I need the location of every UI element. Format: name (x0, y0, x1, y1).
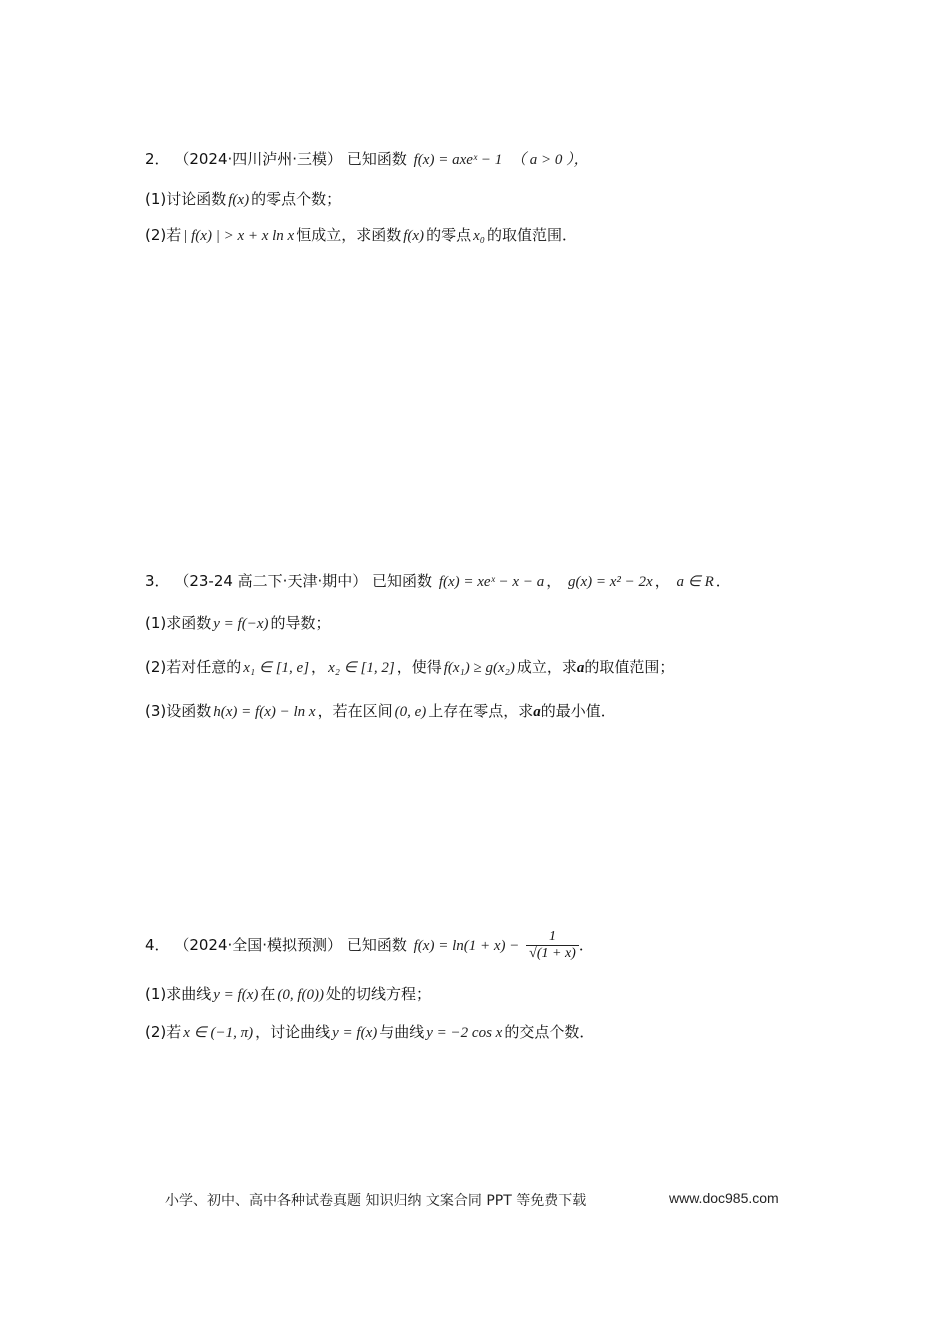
part-math: y = f(x) (213, 987, 259, 1003)
part-math: (0, e) (394, 704, 427, 720)
end-punct: ． (715, 572, 731, 590)
part-text: 恒成立，求函数 (296, 226, 402, 244)
part-text: 若对任意的 (166, 658, 242, 676)
problem-2-part-1 (145, 188, 341, 211)
function-f-definition: f(x) = xeˣ − x − a (438, 574, 545, 590)
part-text: 的最小值． (540, 702, 616, 720)
part-text: 若 (166, 226, 182, 244)
part-math: h(x) = f(x) − ln x (213, 704, 316, 720)
problem-source: （2024·全国·模拟预测） (174, 936, 343, 954)
problem-4-part-2 (145, 1021, 594, 1044)
part-text: ，使得 (396, 658, 442, 676)
part-math: | f(x) | > x + x ln x (183, 228, 295, 244)
part-math: y = f(x) (332, 1025, 378, 1041)
part-label: (2) (145, 1023, 167, 1041)
function-g-definition: g(x) = x² − 2x (568, 574, 653, 590)
part-text: 若 (166, 1023, 182, 1041)
variable-a: a (576, 660, 585, 676)
parameter-condition: （ a > 0 ）， (511, 152, 589, 168)
part-label: (2) (145, 658, 167, 676)
part-text: 求函数 (166, 614, 212, 632)
separator: ， (546, 572, 562, 590)
part-text: 与曲线 (379, 1023, 425, 1041)
parameter-domain: a ∈ R (676, 574, 714, 590)
part-text: 的取值范围． (486, 226, 577, 244)
variable-a: a (533, 704, 541, 720)
part-text: 设函数 (166, 702, 212, 720)
footer-link[interactable]: www.doc985.com (669, 1190, 779, 1206)
part-label: (3) (145, 702, 167, 720)
part-label: (1) (145, 190, 167, 208)
problem-number: 2． (145, 150, 170, 168)
part-math: x ∈ (−1, π) (183, 1025, 254, 1041)
problem-stem-text: 已知函数 (372, 572, 433, 590)
fraction-denominator: √(1 + x) (529, 946, 576, 961)
fraction (526, 929, 579, 962)
part-label: (2) (145, 226, 167, 244)
part-text: 的导数； (270, 614, 331, 632)
part-math: x₁ ∈ [1, e] (243, 660, 310, 676)
problem-stem-text: 已知函数 (346, 150, 407, 168)
part-text: 在 (260, 985, 276, 1003)
part-text: 的零点 (426, 226, 472, 244)
part-text: ， (311, 658, 327, 676)
function-definition: f(x) = ln(1 + x) − (413, 938, 520, 954)
part-text: 处的切线方程； (326, 985, 432, 1003)
page-footer (165, 1190, 805, 1212)
problem-3-stem (145, 570, 731, 593)
separator: ， (654, 572, 670, 590)
part-text: 的零点个数； (251, 190, 342, 208)
part-text: ，讨论曲线 (255, 1023, 331, 1041)
problem-3-part-3 (145, 700, 616, 723)
part-text: 讨论函数 (166, 190, 227, 208)
problem-2-stem (145, 148, 591, 171)
problem-source: （2024·四川泸州·三模） (174, 150, 343, 168)
problem-number: 4． (145, 936, 170, 954)
part-text: 上存在零点，求 (428, 702, 534, 720)
part-math: f(x₁) ≥ g(x₂) (443, 660, 515, 676)
problem-number: 3． (145, 572, 170, 590)
fraction-numerator: 1 (526, 929, 579, 946)
part-label: (1) (145, 985, 167, 1003)
part-text: 的取值范围； (584, 658, 675, 676)
problem-stem-text: 已知函数 (346, 936, 407, 954)
problem-source: （23-24 高二下·天津·期中） (174, 572, 368, 590)
part-label: (1) (145, 614, 167, 632)
part-math: y = f(−x) (213, 616, 269, 632)
problem-2-part-2 (145, 224, 577, 247)
part-math: x₀ (473, 228, 485, 244)
part-text: 求曲线 (166, 985, 212, 1003)
part-math: (0, f(0)) (277, 987, 325, 1003)
problem-4-part-1 (145, 983, 431, 1006)
footer-text: 小学、初中、高中各种试卷真题 知识归纳 文案合同 PPT 等免费下载 (165, 1193, 587, 1209)
problem-4-stem (145, 925, 594, 966)
part-text: ，若在区间 (317, 702, 393, 720)
part-math: x₂ ∈ [1, 2] (328, 660, 395, 676)
function-definition: f(x) = axeˣ − 1 (413, 152, 503, 168)
problem-3-part-1 (145, 612, 331, 635)
part-math: y = −2 cos x (426, 1025, 503, 1041)
end-punct: ． (578, 936, 594, 954)
problem-3-part-2 (145, 656, 674, 679)
part-math: f(x) (403, 228, 425, 244)
part-text: 的交点个数． (504, 1023, 595, 1041)
part-text: 成立，求 (516, 658, 577, 676)
part-math: f(x) (228, 192, 250, 208)
